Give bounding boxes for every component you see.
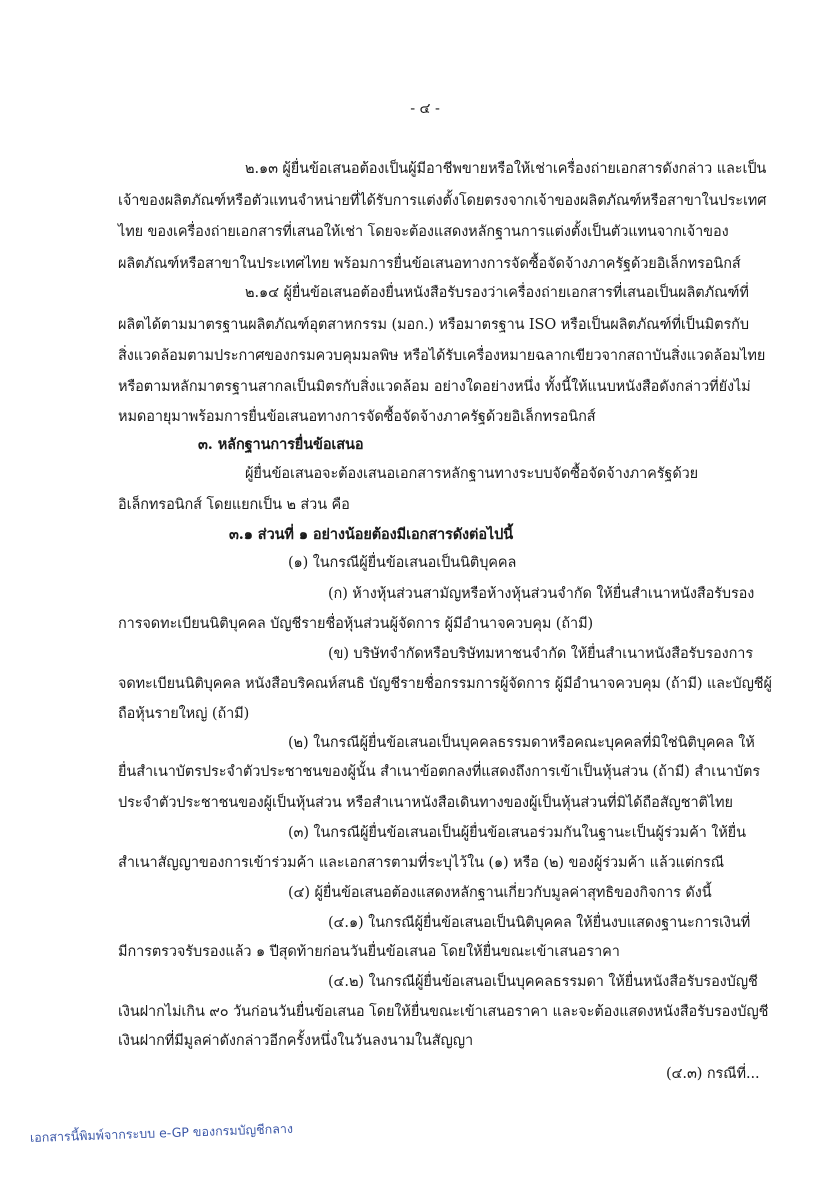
continuation-marker: (๔.๓) กรณีที่... [666,1066,760,1082]
list-item: (ก) ห้างหุ้นส่วนสามัญหรือห้างหุ้นส่วนจำกัด ให้ยื่นสำเนาหนังสือรับรอง [328,586,755,602]
paragraph-line: จดทะเบียนนิติบุคคล หนังสือบริคณห์สนธิ บัญชีรายชื่อกรรมการผู้จัดการ ผู้มีอำนาจควบคุม (ถ้ามี) และบัญชีผู้ [118,676,772,692]
list-item: (๔) ผู้ยื่นข้อเสนอต้องแสดงหลักฐานเกี่ยวกับมูลค่าสุทธิของกิจการ ดังนี้ [288,885,712,901]
paragraph-line: ๒.๑๔ ผู้ยื่นข้อเสนอต้องยื่นหนังสือรับรองว่าเครื่องถ่ายเอกสารที่เสนอเป็นผลิตภัณฑ์ที่ [245,285,749,301]
egp-footer-stamp: เอกสารนี้พิมพ์จากระบบ e-GP ของกรมบัญชีกลาง [29,1120,294,1145]
list-item: (๑) ในกรณีผู้ยื่นข้อเสนอเป็นนิติบุคคล [288,555,517,571]
paragraph-line: มีการตรวจรับรองแล้ว ๑ ปีสุดท้ายก่อนวันยื่นข้อเสนอ โดยให้ยื่นขณะเข้าเสนอราคา [118,944,620,960]
paragraph-line: ถือหุ้นรายใหญ่ (ถ้ามี) [118,706,250,722]
paragraph-line: ผลิตได้ตามมาตรฐานผลิตภัณฑ์อุตสาหกรรม (มอก.) หรือมาตรฐาน ISO หรือเป็นผลิตภัณฑ์ที่เป็นมิตรกับ [118,317,749,333]
paragraph-line: สิ่งแวดล้อมตามประกาศของกรมควบคุมมลพิษ หรือได้รับเครื่องหมายฉลากเขียวจากสถาบันสิ่งแวดล้อมไทย [118,348,766,364]
list-item: (ข) บริษัทจำกัดหรือบริษัทมหาชนจำกัด ให้ยื่นสำเนาหนังสือรับรองการ [328,646,754,662]
paragraph-line: ไทย ของเครื่องถ่ายเอกสารที่เสนอให้เช่า โดยจะต้องแสดงหลักฐานการแต่งตั้งเป็นตัวแทนจากเจ้าของ [118,224,729,240]
paragraph-line: เงินฝากที่มีมูลค่าดังกล่าวอีกครั้งหนึ่งในวันลงนามในสัญญา [118,1033,474,1049]
paragraph-line: ๒.๑๓ ผู้ยื่นข้อเสนอต้องเป็นผู้มีอาชีพขายหรือให้เช่าเครื่องถ่ายเอกสารดังกล่าว และเป็น [245,161,767,177]
paragraph-line: ประจำตัวประชาชนของผู้เป็นหุ้นส่วน หรือสำเนาหนังสือเดินทางของผู้เป็นหุ้นส่วนที่มิได้ถือสัญชาติไทย [118,795,733,811]
paragraph-line: ยื่นสำเนาบัตรประจำตัวประชาชนของผู้นั้น สำเนาข้อตกลงที่แสดงถึงการเข้าเป็นหุ้นส่วน (ถ้ามี) สำเนาบัตร [118,764,761,780]
paragraph-line: หรือตามหลักมาตรฐานสากลเป็นมิตรกับสิ่งแวดล้อม อย่างใดอย่างหนึ่ง ทั้งนี้ให้แนบหนังสือดังกล่าวที่ยังไม่ [118,379,751,395]
paragraph-line: เจ้าของผลิตภัณฑ์หรือตัวแทนจำหน่ายที่ได้รับการแต่งตั้งโดยตรงจากเจ้าของผลิตภัณฑ์หรือสาขาในประเทศ [118,193,767,209]
list-item: (๓) ในกรณีผู้ยื่นข้อเสนอเป็นผู้ยื่นข้อเสนอร่วมกันในฐานะเป็นผู้ร่วมค้า ให้ยื่น [288,825,746,841]
paragraph-line: ผลิตภัณฑ์หรือสาขาในประเทศไทย พร้อมการยื่นข้อเสนอทางการจัดซื้อจัดจ้างภาครัฐด้วยอิเล็กทรอนิกส์ [118,256,741,272]
list-item: (๔.๒) ในกรณีผู้ยื่นข้อเสนอเป็นบุคคลธรรมดา ให้ยื่นหนังสือรับรองบัญชี [328,974,758,990]
subsection-heading: ๓.๑ ส่วนที่ ๑ อย่างน้อยต้องมีเอกสารดังต่อไปนี้ [229,526,514,543]
paragraph-line: ผู้ยื่นข้อเสนอจะต้องเสนอเอกสารหลักฐานทางระบบจัดซื้อจัดจ้างภาครัฐด้วย [245,466,699,482]
paragraph-line: สำเนาสัญญาของการเข้าร่วมค้า และเอกสารตามที่ระบุไว้ใน (๑) หรือ (๒) ของผู้ร่วมค้า แล้วแต่กรณี [118,855,724,871]
section-heading: ๓. หลักฐานการยื่นข้อเสนอ [198,436,364,453]
list-item: (๔.๑) ในกรณีผู้ยื่นข้อเสนอเป็นนิติบุคคล ให้ยื่นงบแสดงฐานะการเงินที่ [328,915,751,931]
paragraph-line: เงินฝากไม่เกิน ๙๐ วันก่อนวันยื่นข้อเสนอ โดยให้ยื่นขณะเข้าเสนอราคา และจะต้องแสดงหนังสือรับรองบัญชี [118,1004,769,1020]
page-number: - ๔ - [410,101,440,117]
paragraph-line: หมดอายุมาพร้อมการยื่นข้อเสนอทางการจัดซื้อจัดจ้างภาครัฐด้วยอิเล็กทรอนิกส์ [118,409,596,425]
paragraph-line: อิเล็กทรอนิกส์ โดยแยกเป็น ๒ ส่วน คือ [118,497,350,513]
list-item: (๒) ในกรณีผู้ยื่นข้อเสนอเป็นบุคคลธรรมดาหรือคณะบุคคลที่มิใช่นิติบุคคล ให้ [288,735,755,751]
paragraph-line: การจดทะเบียนนิติบุคคล บัญชีรายชื่อหุ้นส่วนผู้จัดการ ผู้มีอำนาจควบคุม (ถ้ามี) [118,616,594,632]
